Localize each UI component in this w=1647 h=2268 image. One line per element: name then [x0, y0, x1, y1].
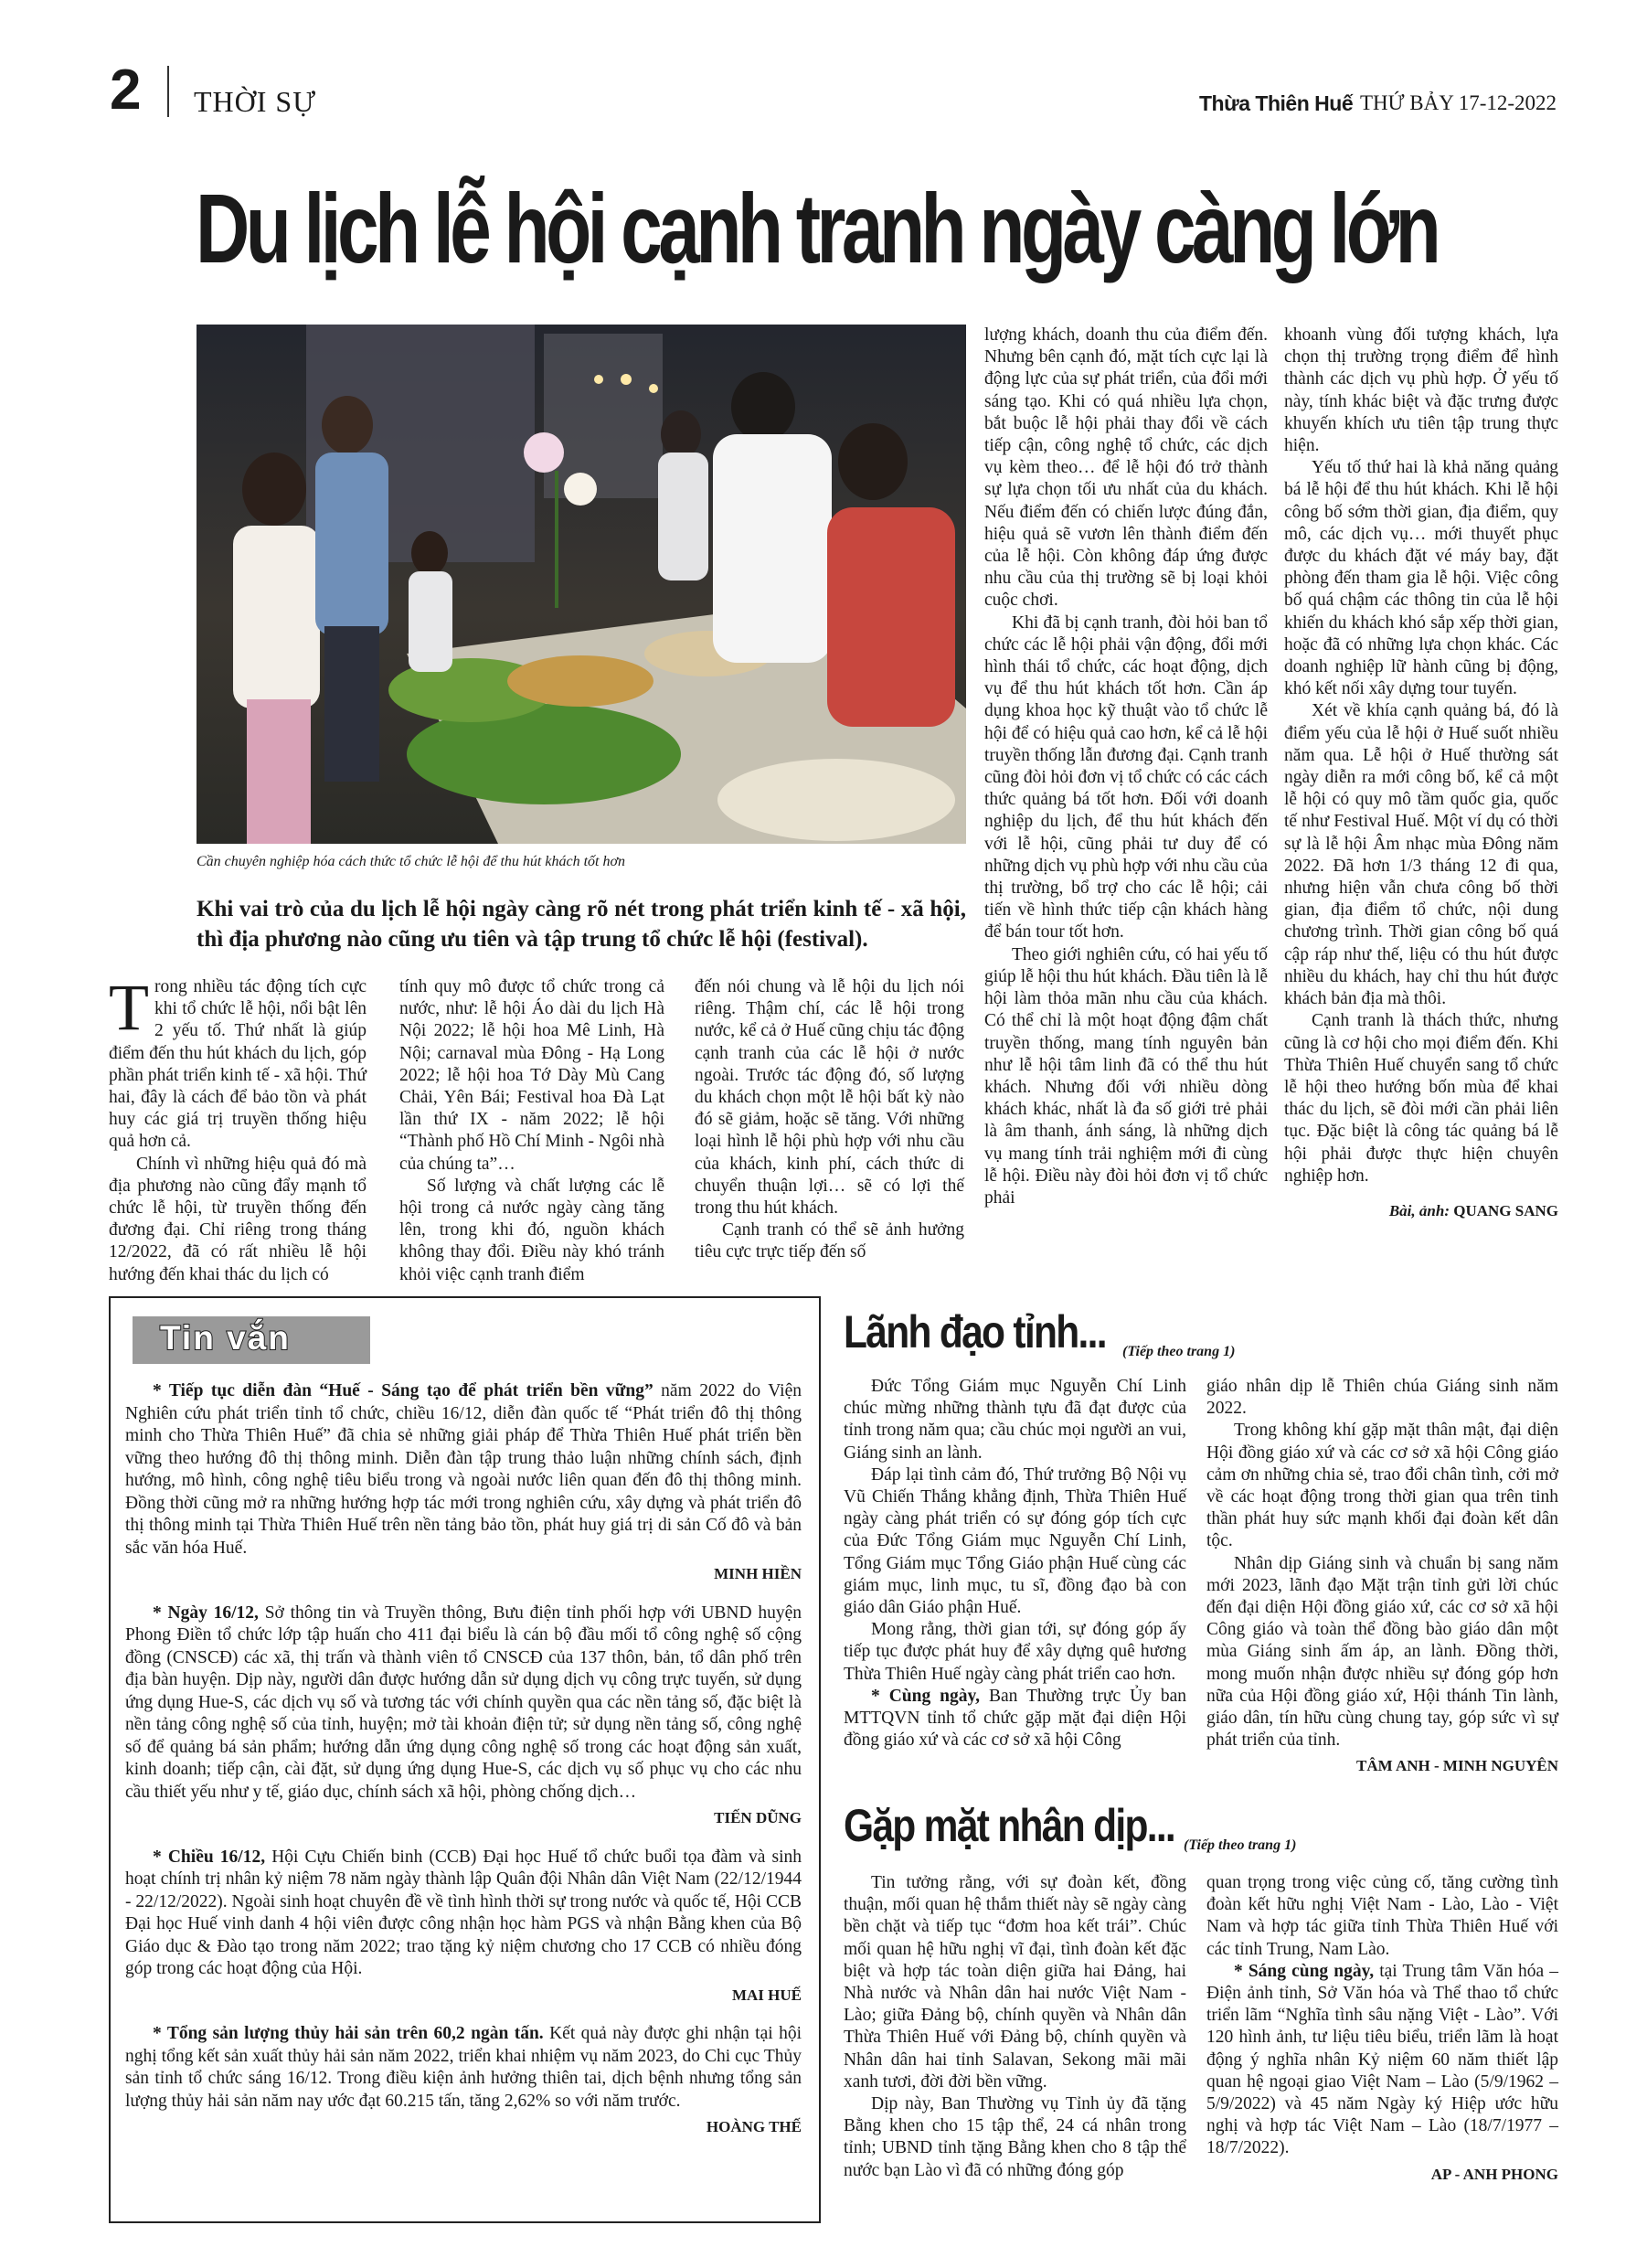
- lanh-dao-heading: [844, 1305, 1152, 1358]
- article-paragraph: đến nói chung và lễ hội du lịch nói riêng. Thậm chí, các lễ hội trong nước, kể cả ở Huế cũng chịu tác động cạnh tranh của các lễ hội ở nước ngoài. Trước tác động đó, số lượng du khách chọn một lễ hội bất kỳ nào đó sẽ giảm, hoặc sẽ tăng. Với những loại hình lễ hội phù hợp với nhu cầu của khách, kinh phí, cách thức di chuyển thuận lợi… sẽ có lợi thế trong thu hút khách.: [695, 977, 964, 1219]
- gap-mat-title: Gặp mặt nhân dịp...: [844, 1800, 1175, 1851]
- article-paragraph: lượng khách, doanh thu của điểm đến. Nhưng bên cạnh đó, mặt tích cực lại là động lực của sự phát triển, của đổi mới sáng tạo. Khi có quá nhiều lựa chọn, bắt buộc lễ hội phải thay đổi về cách tiếp cận, công nghệ tổ chức, các dịch vụ kèm theo… để lễ hội đó trở thành sự lựa chọn tối ưu nhất của du khách. Nếu điểm đến có chiến lược đúng đắn, hiệu quả sẽ vươn lên thành điểm đến của lễ hội. Còn không đáp ứng được nhu cầu của thị trường sẽ bị loại khỏi cuộc chơi.: [984, 325, 1268, 611]
- article-paragraph: [1206, 1961, 1558, 2160]
- brief-lead: * Ngày 16/12,: [153, 1603, 259, 1623]
- brief-author: MINH HIỀN: [714, 1565, 802, 1582]
- news-brief-label: Tin vắn: [160, 1319, 291, 1357]
- page-number: 2: [110, 59, 142, 122]
- dropcap: T: [109, 971, 149, 1044]
- header-divider: [167, 66, 169, 117]
- article-paragraph: Số lượng và chất lượng các lễ hội trong cả nước ngày càng tăng lên, trong khi đó, nguồn khách không thay đổi. Điều này khó tránh khỏi việc cạnh tranh điểm: [399, 1176, 664, 1284]
- para-text: Ban Thường trực Ủy ban MTTQVN tỉnh tổ chức gặp mặt đại diện Hội đồng giáo xứ và các cơ sở xã hội Công: [844, 1686, 1186, 1751]
- byline-name: QUANG SANG: [1453, 1201, 1558, 1219]
- gap-mat-column-1: [844, 1872, 1186, 2182]
- lanh-dao-title: Lãnh đạo tỉnh...: [844, 1306, 1106, 1358]
- gap-mat-column-2: [1206, 1872, 1558, 2186]
- brief-author: TIẾN DŨNG: [714, 1809, 802, 1826]
- article-paragraph: Dịp này, Ban Thường vụ Tỉnh ủy đã tặng Bằng khen cho 15 tập thể, 24 cá nhân trong tỉnh; UBND tỉnh tặng Bằng khen cho 8 tập thể nước bạn Lào vì đã có những đóng góp: [844, 2094, 1186, 2180]
- article-paragraph: Đáp lại tình cảm đó, Thứ trưởng Bộ Nội vụ Vũ Chiến Thắng khẳng định, Thừa Thiên Huế ngày càng phát triển có sự đóng góp tích cực của Đức Tổng Giám mục Nguyễn Chí Linh, Tổng Giám mục Tổng Giáo phận Huế cùng các giám mục, linh mục, tu sĩ, đồng đạo bà con giáo dân Giáo phận Huế.: [844, 1464, 1186, 1618]
- news-brief-item: [125, 1603, 802, 1805]
- article-paragraph: Theo giới nghiên cứu, có hai yếu tố giúp lễ hội thu hút khách. Đầu tiên là lễ hội làm thỏa mãn nhu cầu của khách. Có thể chỉ là một hoạt động đậm chất truyền thống, mang tính nguyên bản như lễ hội tâm linh đã có thể thu hút khách. Nhưng đối với nhiều dòng khách khác, nhất là đa số giới trẻ phải là âm thanh, ánh sáng, là những dịch vụ mang tính trải nghiệm mới đi cùng lễ hội. Điều này đòi hỏi đơn vị tổ chức phải: [984, 944, 1268, 1208]
- article-paragraph: Khi đã bị cạnh tranh, đòi hỏi ban tổ chức các lễ hội phải vận động, đổi mới hình thái tổ chức, các hoạt động, dịch vụ để thu hút khách tốt hơn. Cần áp dụng khoa học kỹ thuật vào tổ chức lễ hội để có hiệu quả cao hơn, kể cả lễ hội truyền thống lẫn đương đại. Cạnh tranh cũng đòi hỏi đơn vị tổ chức có các cách thức quảng bá tốt hơn. Đối với doanh nghiệp du lịch, để thu hút khách đến với lễ hội, cũng phải tư duy để có những dịch vụ phù hợp với nhu cầu của thị trường, bổ trợ cho các lễ hội; cải tiến về hình thức tiếp cận khách hàng để bán tour tốt hơn.: [984, 612, 1268, 942]
- news-brief-item: [125, 2023, 802, 2113]
- article-paragraph: Nhân dịp Giáng sinh và chuẩn bị sang năm mới 2023, lãnh đạo Mặt trận tỉnh gửi lời chúc đến đại diện Hội đồng giáo xứ, các cơ sở xã hội Công giáo và toàn thể đồng bào giáo dân một mùa Giáng sinh ấm áp, an lành. Đồng thời, mong muốn nhận được nhiều sự đóng góp hơn nữa của Hội đồng giáo xứ, Hội thánh Tin lành, giáo dân, tín hữu cùng chung tay, góp sức vì sự phát triển của tỉnh.: [1206, 1553, 1558, 1751]
- para-lead: * Cùng ngày,: [871, 1686, 981, 1706]
- article-paragraph: [844, 1686, 1186, 1752]
- article-paragraph: Yếu tố thứ hai là khả năng quảng bá lễ hội để thu hút khách. Khi lễ hội công bố sớm thời gian, địa điểm, quy mô, các dịch vụ… mới thuyết phục được du khách đặt vé máy bay, đặt phòng đến tham gia lễ hội. Việc công bố quá chậm các thông tin của lễ hội khiến du khách khó sắp xếp thời gian, hoặc đã có những lựa chọn khác. Các doanh nghiệp lữ hành cũng bị động, khó kết nối xây dựng tour tuyến.: [1284, 458, 1558, 699]
- gap-mat-author: AP - ANH PHONG: [1430, 2165, 1558, 2183]
- article-paragraph: Trong không khí gặp mặt thân mật, đại diện Hội đồng giáo xứ và các cơ sở xã hội Công giáo cảm ơn những chia sẻ, trao đổi chân tình, cởi mở về các hoạt động trong thời gian qua trên tinh thần phát huy sức mạnh khối đại đoàn kết dân tộc.: [1206, 1421, 1558, 1551]
- article-photo: [197, 325, 966, 844]
- gap-mat-heading: [844, 1799, 1233, 1852]
- brief-lead: * Tổng sản lượng thủy hải sản trên 60,2 ngàn tấn.: [153, 2024, 544, 2043]
- brief-author: HOÀNG THẾ: [706, 2118, 802, 2135]
- brief-text: Sở thông tin và Truyền thông, Bưu điện tỉnh phối hợp với UBND huyện Phong Điền tổ chức lớp tập huấn cho 411 đại biểu là cán bộ đầu mối tổ công nghệ số cộng đồng (CNSCĐ) các xã, thị trấn và thành viên tổ CNSCĐ của 137 thôn, bản, tổ dân phố trên địa bàn huyện. Dịp này, người dân được hướng dẫn sử dụng dịch vụ công trực tuyến, sử dụng ứng dụng Hue-S, các dịch vụ số và tương tác với chính quyền qua các nền tảng số, đặc biệt là nền tảng công nghệ số của tỉnh, huyện; mở tài khoản điện tử; sử dụng nền tảng số, công nghệ số để quảng bá sản phẩm; hướng dẫn ứng dụng công nghệ số trong các hoạt động sản xuất, kinh doanh; tiếp cận, cài đặt, sử dụng ứng dụng Hue-S, các dịch vụ số phục vụ cho các nhu cầu thiết yếu như y tế, giáo dục, chính sách xã hội, phòng chống dịch…: [125, 1603, 802, 1802]
- article-paragraph: rong nhiều tác động tích cực khi tổ chức lễ hội, nổi bật lên 2 yếu tố. Thứ nhất là giúp điểm đến thu hút khách du lịch, góp phần phát triển kinh tế - xã hội. Thứ hai, đây là cách để bảo tồn và phát huy các giá trị truyền thống hiệu quả hơn cả.: [109, 977, 367, 1152]
- article-column-1: [109, 971, 367, 1286]
- article-paragraph: Xét về khía cạnh quảng bá, đó là điểm yếu của lễ hội ở Huế suốt nhiều năm qua. Lễ hội ở Huế thường sát ngày diễn ra mới công bố, kể cả một lễ hội có quy mô tầm quốc gia, quốc tế như Festival Huế. Một ví dụ có thời sự là lễ hội Âm nhạc mùa Đông năm 2022. Đã hơn 1/3 tháng 12 đi qua, nhưng hiện vẫn chưa công bố thời gian, địa điểm tổ chức, nội dung chương trình. Thời gian công bố quá cập ráp như thế, liệu có thu hút được nhiều du khách, hay chỉ thu hút được khách bản địa mà thôi.: [1284, 701, 1558, 1009]
- news-brief-item: [125, 1380, 802, 1560]
- article-paragraph: tính quy mô được tổ chức trong cả nước, như: lễ hội Áo dài du lịch Hà Nội 2022; lễ hội hoa Mê Linh, Hà Nội; carnaval mùa Đông - Hạ Long 2022; lễ hội hoa Tớ Dày Mù Cang Chải, Yên Bái; Festival hoa Đà Lạt lần thứ IX - năm 2022; lễ hội “Thành phố Hồ Chí Minh - Ngôi nhà của chúng ta”…: [399, 977, 664, 1174]
- article-paragraph: Mong rằng, thời gian tới, sự đóng góp ấy tiếp tục được phát huy để xây dựng quê hương Thừa Thiên Huế ngày càng phát triển cao hơn.: [844, 1620, 1186, 1684]
- article-paragraph: quan trọng trong việc củng cố, tăng cường tình đoàn kết hữu nghị Việt Nam - Lào, Lào - Việt Nam và hợp tác giữa tỉnh Thừa Thiên Huế với các tỉnh Trung, Nam Lào.: [1206, 1873, 1558, 1959]
- gap-mat-continued: (Tiếp theo trang 1): [1184, 1837, 1297, 1853]
- para-lead: * Sáng cùng ngày,: [1234, 1961, 1375, 1981]
- article-paragraph: Tin tưởng rằng, với sự đoàn kết, đồng thuận, mối quan hệ thắm thiết này sẽ ngày càng bền chặt và tiếp tục “đơm hoa kết trái”. Chúc mối quan hệ hữu nghị vĩ đại, tình đoàn kết đặc biệt và hợp tác toàn diện giữa hai Đảng, hai Nhà nước và Nhân dân hai nước Việt Nam - Lào; giữa Đảng bộ, chính quyền và Nhân dân Thừa Thiên Huế với Đảng bộ, chính quyền và Nhân dân hai tỉnh Salavan, Sekong mãi mãi xanh tươi, đời đời bền vững.: [844, 1873, 1186, 2092]
- issue-date: THỨ BẢY 17-12-2022: [1360, 91, 1557, 114]
- brief-lead: * Chiều 16/12,: [153, 1847, 266, 1867]
- article-lead: Khi vai trò của du lịch lễ hội ngày càng rõ nét trong phát triển kinh tế - xã hội, thì địa phương nào cũng ưu tiên và tập trung tổ chức lễ hội (festival).: [197, 897, 966, 952]
- article-column-4: [984, 325, 1268, 1209]
- para-text: tại Trung tâm Văn hóa – Điện ảnh tỉnh, Sở Văn hóa và Thể thao tổ chức triển lãm “Nghĩa tình sâu nặng Việt - Lào”. Với 120 hình ảnh, tư liệu tiêu biểu, triển lãm là hoạt động ý nghĩa nhân Kỷ niệm 60 năm thiết lập quan hệ ngoại giao Việt Nam – Lào (5/9/1962 – 5/9/2022) và 45 năm Ngày ký Hiệp ước hữu nghị và hợp tác Việt Nam – Lào (18/7/1977 – 18/7/2022).: [1206, 1961, 1558, 2158]
- news-brief-item: [125, 1847, 802, 1981]
- brief-text: Kết quả này được ghi nhận tại hội nghị tổng kết sản xuất thủy hải sản năm 2022, triển khai nhiệm vụ năm 2023, do Chi cục Thủy sản tỉnh tổ chức sáng 16/12. Trong điều kiện ảnh hưởng thiên tai, dịch bệnh nhưng tổng sản lượng thủy hải sản năm nay ước đạt 60.215 tấn, tăng 2,62% so với năm trước.: [125, 2024, 802, 2111]
- article-paragraph: Chính vì những hiệu quả đó mà địa phương nào cũng đẩy mạnh tổ chức lễ hội, từ truyền thống đến đương đại. Chỉ riêng trong tháng 12/2022, đã có rất nhiều lễ hội hướng đến khai thác du lịch có: [109, 1154, 367, 1284]
- photo-caption: Cần chuyên nghiệp hóa cách thức tổ chức lễ hội để thu hút khách tốt hơn: [197, 854, 625, 869]
- news-brief-list: [125, 1380, 802, 2156]
- brief-text: Hội Cựu Chiến binh (CCB) Đại học Huế tổ chức buổi tọa đàm và sinh hoạt chính trị nhân kỷ niệm 78 năm ngày thành lập Quân đội Nhân dân Việt Nam (22/12/1944 - 22/12/2022). Ngoài sinh hoạt chuyên đề về tình hình thời sự trong nước và quốc tế, Hội CCB Đại học Huế vinh danh 4 hội viên được công nhận học hàm PGS và nhận Bằng khen của Bộ Giáo dục & Đào tạo trong năm 2022; trao tặng kỷ niệm chương cho 17 CCB có nhiều đóng góp trong các hoạt động của Hội.: [125, 1847, 802, 1978]
- article-column-3: [695, 976, 964, 1264]
- brief-text: năm 2022 do Viện Nghiên cứu phát triển tỉnh tổ chức, chiều 16/12, diễn đàn quốc tế “Phát triển đô thị thông minh cho Thừa Thiên Huế” đã chia sẻ những giải pháp để Thừa Thiên Huế phát triển bền vững theo hướng đô thị thông minh. Diễn đàn tập trung thảo luận những chính sách, định hướng, mô hình, công nghệ tiêu biểu trong và ngoài nước liên quan đến đô thị thông minh. Đồng thời cũng mở ra những hướng hợp tác mới trong nghiên cứu, xây dựng và phát triển đô thị thông minh tại Thừa Thiên Huế trên nền tảng bảo tồn, phát huy giá trị di sản Cố đô và bản sắc văn hóa Huế.: [125, 1381, 802, 1558]
- article-paragraph: Cạnh tranh là thách thức, nhưng cũng là cơ hội cho mọi điểm đến. Khi Thừa Thiên Huế chuyển sang tổ chức lễ hội theo hướng bốn mùa để khai thác du lịch, sẽ đòi mới cần phải liên tục. Đặc biệt là công tác quảng bá lễ hội phải được thực hiện chuyên nghiệp hơn.: [1284, 1011, 1558, 1186]
- article-paragraph: giáo nhân dịp lễ Thiên chúa Giáng sinh năm 2022.: [1206, 1377, 1558, 1419]
- newspaper-name: Thừa Thiên Huế: [1199, 91, 1354, 115]
- section-title: THỜI SỰ: [194, 85, 317, 118]
- lanh-dao-author: TÂM ANH - MINH NGUYÊN: [1356, 1757, 1558, 1775]
- brief-lead: * Tiếp tục diễn đàn “Huế - Sáng tạo để phát triển bền vững”: [153, 1381, 653, 1400]
- article-paragraph: Đức Tổng Giám mục Nguyễn Chí Linh chúc mừng những thành tựu đã đạt được của tỉnh trong năm qua; cầu chúc mọi người an vui, Giáng sinh an lành.: [844, 1377, 1186, 1463]
- lanh-dao-continued: (Tiếp theo trang 1): [1122, 1344, 1236, 1359]
- main-headline: Du lịch lễ hội cạnh tranh ngày càng lớn: [196, 173, 1438, 283]
- lanh-dao-column-2: [1206, 1376, 1558, 1778]
- article-column-2: [399, 976, 664, 1286]
- article-column-5: [1284, 325, 1558, 1222]
- byline-label: Bài, ảnh:: [1388, 1201, 1450, 1219]
- brief-author: MAI HUẾ: [731, 1986, 802, 2004]
- article-paragraph: khoanh vùng đối tượng khách, lựa chọn thị trường trọng điểm để hình thành các dịch vụ phù hợp. Ở yếu tố này, tính khác biệt và đặc trưng được khuyến khích ưu tiên tập trung thực hiện.: [1284, 325, 1558, 456]
- lanh-dao-column-1: [844, 1376, 1186, 1752]
- article-paragraph: Cạnh tranh có thể sẽ ảnh hưởng tiêu cực trực tiếp đến số: [695, 1220, 964, 1262]
- article-byline: [1284, 1200, 1558, 1222]
